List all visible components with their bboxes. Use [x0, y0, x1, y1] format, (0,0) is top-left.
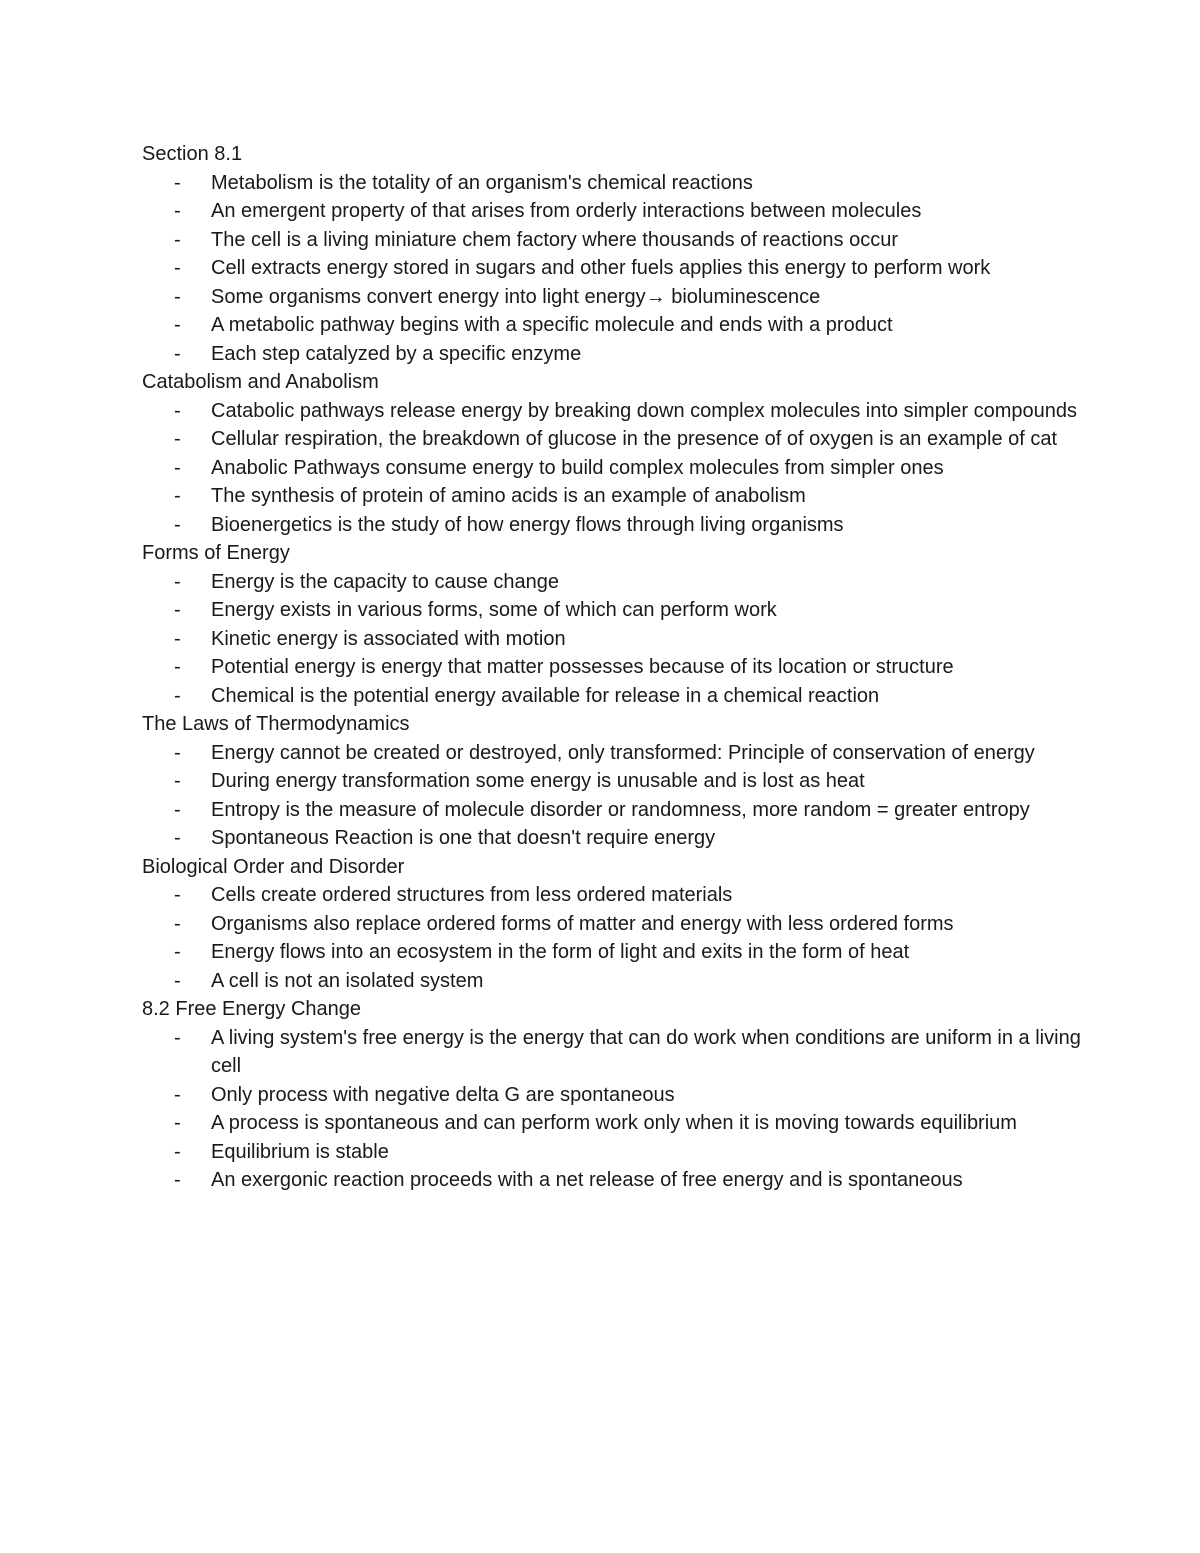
list-item [142, 881, 1082, 910]
bullet-dash: - [174, 285, 181, 308]
bullet-list [142, 568, 1082, 711]
list-item [142, 511, 1082, 540]
section-block [142, 995, 1082, 1195]
bullet-dash: - [174, 770, 181, 792]
bullet-dash: - [174, 969, 181, 992]
list-item [142, 311, 1082, 340]
bullet-dash: - [174, 456, 181, 479]
bullet-dash: - [174, 314, 181, 336]
list-item [142, 340, 1082, 369]
section-heading: 8.2 Free Energy Change [142, 998, 362, 1020]
list-item-text: Each step catalyzed by a specific enzyme [211, 342, 582, 365]
list-item [142, 197, 1082, 226]
list-item [142, 739, 1082, 768]
list-item [142, 1138, 1082, 1167]
list-item-text: Cell extracts energy stored in sugars and other fuels applies this energy to perform work [211, 257, 991, 279]
bullet-dash: - [174, 342, 181, 365]
bullet-dash: - [174, 627, 181, 650]
list-item [142, 1166, 1082, 1195]
document-content [142, 140, 1082, 1195]
bullet-list [142, 881, 1082, 995]
section-heading: Biological Order and Disorder [142, 855, 405, 878]
list-item [142, 1109, 1082, 1138]
section-block [142, 539, 1082, 710]
section-block [142, 853, 1082, 996]
list-item [142, 682, 1082, 711]
bullet-list [142, 397, 1082, 540]
list-item [142, 454, 1082, 483]
list-item-text: Anabolic Pathways consume energy to build complex molecules from simpler ones [211, 456, 944, 479]
bullet-dash: - [174, 798, 181, 821]
section-block [142, 140, 1082, 368]
bullet-dash: - [174, 599, 181, 621]
section-heading: Forms of Energy [142, 542, 290, 564]
list-item [142, 425, 1082, 454]
list-item-text: Entropy is the measure of molecule disorder or randomness, more random = greater entropy [211, 798, 1030, 821]
bullet-dash: - [174, 428, 181, 450]
section-heading: Catabolism and Anabolism [142, 371, 379, 393]
list-item-text: Bioenergetics is the study of how energy flows through living organisms [211, 513, 844, 536]
bullet-dash: - [174, 684, 181, 707]
list-item [142, 824, 1082, 853]
list-item-text: An exergonic reaction proceeds with a net release of free energy and is spontaneous [211, 1169, 963, 1191]
list-item-text: A metabolic pathway begins with a specific molecule and ends with a product [211, 314, 893, 336]
bullet-dash: - [174, 257, 181, 279]
list-item-text: Equilibrium is stable [211, 1140, 389, 1163]
bullet-list [142, 1024, 1082, 1195]
list-item-text: Kinetic energy is associated with motion [211, 627, 566, 650]
list-item-text: An emergent property of that arises from orderly interactions between molecules [211, 200, 922, 222]
bullet-dash: - [174, 1140, 181, 1163]
bullet-dash: - [174, 171, 181, 194]
bullet-dash: - [174, 200, 181, 222]
list-item [142, 568, 1082, 597]
list-item [142, 226, 1082, 255]
list-item [142, 910, 1082, 939]
list-item-text: Spontaneous Reaction is one that doesn't require energy [211, 827, 716, 849]
list-item [142, 653, 1082, 682]
list-item [142, 169, 1082, 198]
list-item [142, 1024, 1082, 1081]
list-item-text: The cell is a living miniature chem factory where thousands of reactions occur [211, 228, 898, 251]
list-item [142, 397, 1082, 426]
bullet-dash: - [174, 1083, 181, 1106]
list-item-text: Organisms also replace ordered forms of matter and energy with less ordered forms [211, 912, 954, 935]
bullet-dash: - [174, 884, 181, 906]
list-item-text: Cells create ordered structures from less ordered materials [211, 884, 733, 906]
list-item [142, 767, 1082, 796]
list-item-text: A living system's free energy is the energy that can do work when conditions are uniform in a living cell [211, 1026, 1081, 1077]
bullet-dash: - [174, 513, 181, 536]
list-item-text: A cell is not an isolated system [211, 969, 484, 992]
bullet-dash: - [174, 485, 181, 507]
list-item-text: Energy flows into an ecosystem in the form of light and exits in the form of heat [211, 941, 910, 963]
bullet-dash: - [174, 1026, 181, 1049]
list-item-text: Energy cannot be created or destroyed, only transformed: Principle of conservation of energy [211, 741, 1035, 764]
list-item [142, 625, 1082, 654]
bullet-dash: - [174, 827, 181, 849]
list-item-text: Some organisms convert energy into light energy→ bioluminescence [211, 285, 821, 308]
list-item [142, 1081, 1082, 1110]
list-item [142, 967, 1082, 996]
list-item-text: Cellular respiration, the breakdown of glucose in the presence of of oxygen is an example of cat [211, 428, 1058, 450]
bullet-dash: - [174, 656, 181, 678]
bullet-dash: - [174, 941, 181, 963]
list-item-text: Metabolism is the totality of an organism's chemical reactions [211, 171, 753, 194]
list-item-text: Potential energy is energy that matter possesses because of its location or structure [211, 656, 954, 678]
list-item-text: The synthesis of protein of amino acids is an example of anabolism [211, 485, 806, 507]
list-item [142, 938, 1082, 967]
list-item [142, 482, 1082, 511]
list-item [142, 596, 1082, 625]
list-item-text: Only process with negative delta G are spontaneous [211, 1083, 675, 1106]
bullet-dash: - [174, 912, 181, 935]
section-block [142, 710, 1082, 853]
list-item-text: Energy exists in various forms, some of which can perform work [211, 599, 777, 621]
section-heading: The Laws of Thermodynamics [142, 713, 410, 735]
list-item [142, 283, 1082, 312]
list-item [142, 254, 1082, 283]
list-item-text: A process is spontaneous and can perform work only when it is moving towards equilibrium [211, 1112, 1017, 1134]
list-item [142, 796, 1082, 825]
bullet-dash: - [174, 228, 181, 251]
list-item-text: Catabolic pathways release energy by breaking down complex molecules into simpler compounds [211, 399, 1078, 422]
section-heading: Section 8.1 [142, 143, 243, 165]
bullet-dash: - [174, 570, 181, 593]
bullet-list [142, 169, 1082, 369]
bullet-dash: - [174, 399, 181, 422]
list-item-text: Chemical is the potential energy available for release in a chemical reaction [211, 684, 880, 707]
bullet-dash: - [174, 1112, 181, 1134]
list-item-text: During energy transformation some energy is unusable and is lost as heat [211, 770, 865, 792]
list-item-text: Energy is the capacity to cause change [211, 570, 559, 593]
section-block [142, 368, 1082, 539]
bullet-list [142, 739, 1082, 853]
bullet-dash: - [174, 741, 181, 764]
bullet-dash: - [174, 1169, 181, 1191]
